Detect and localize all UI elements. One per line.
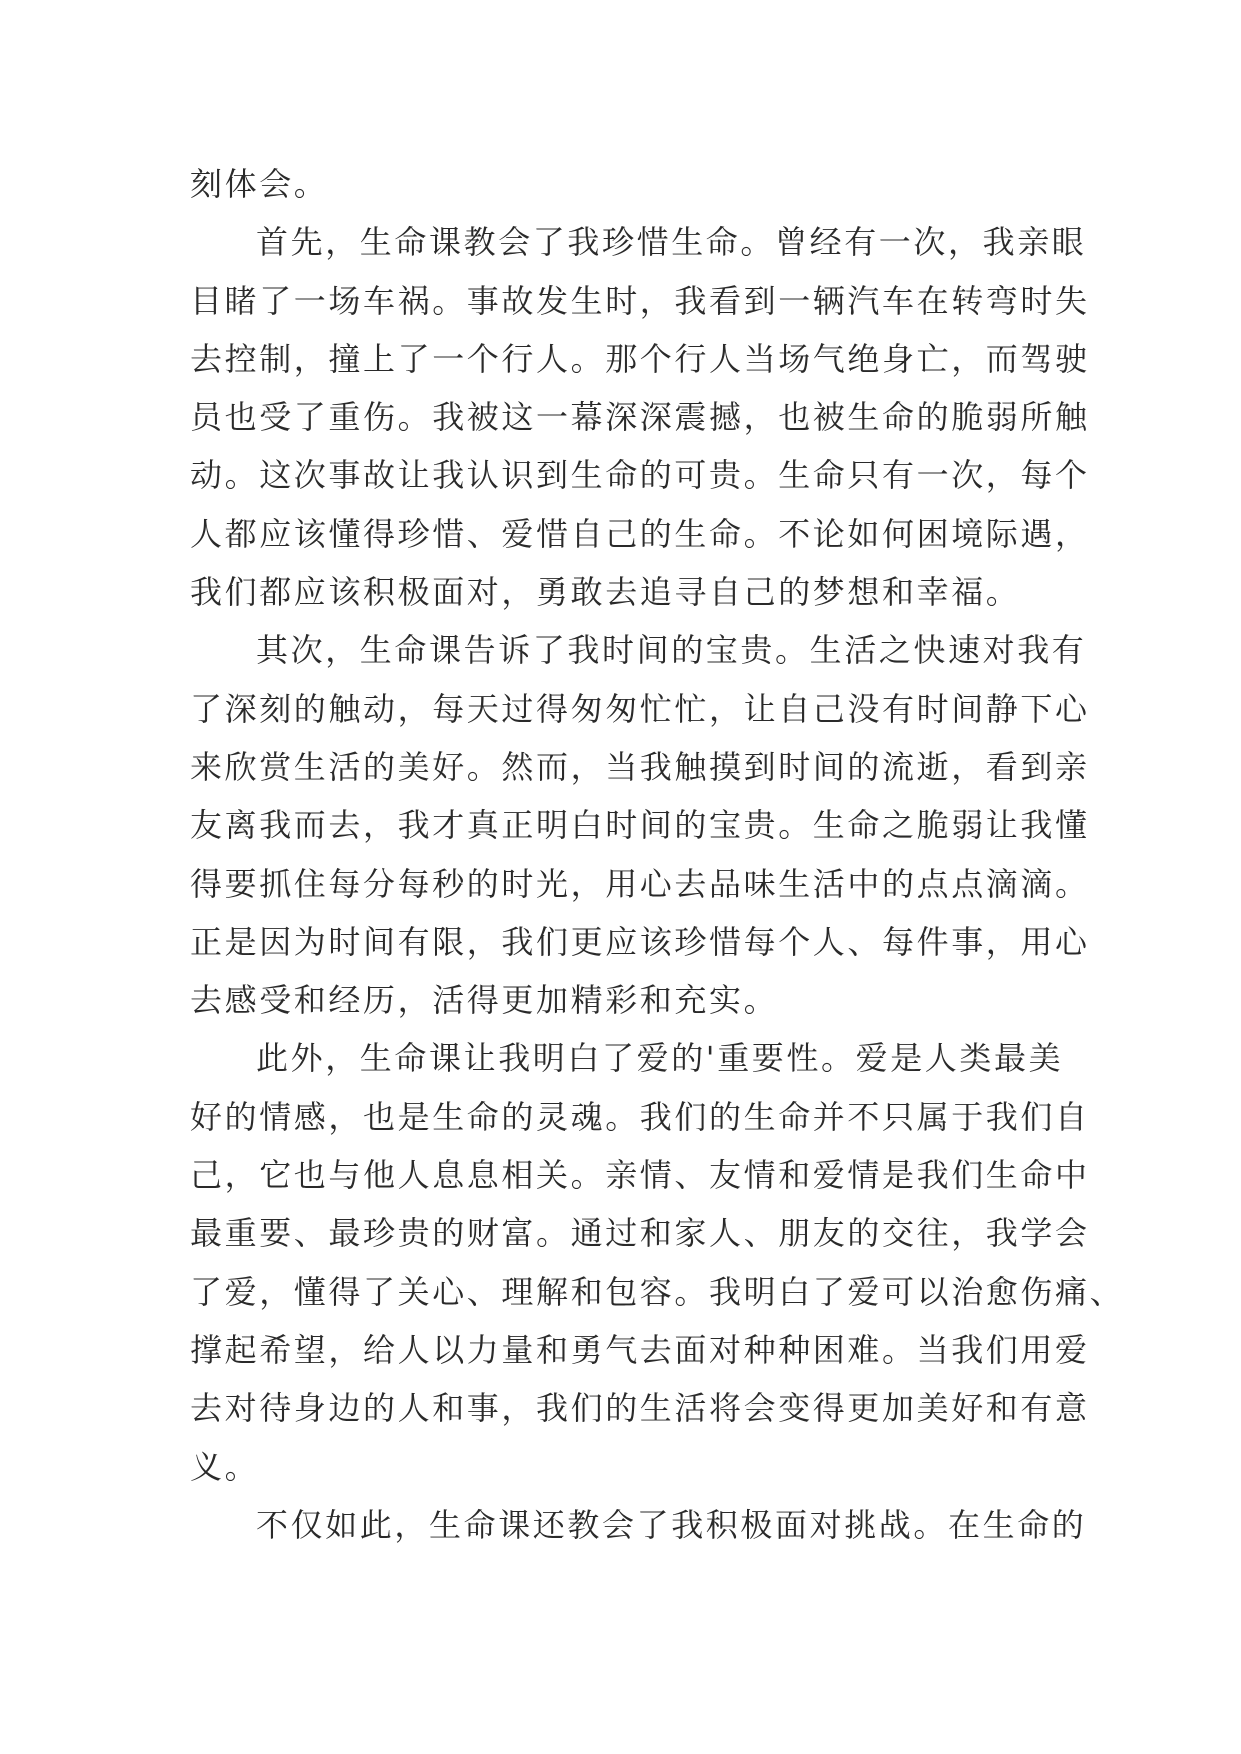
paragraph-first-line: 不仅如此，生命课还教会了我积极面对挑战。在生命的 [256, 1505, 1087, 1544]
text-line: 我们都应该积极面对，勇敢去追寻自己的梦想和幸福。 [190, 573, 1021, 612]
text-line: 人都应该懂得珍惜、爱惜自己的生命。不论如何困境际遇， [190, 514, 1090, 553]
document-body [190, 155, 1125, 1554]
text-line: 员也受了重伤。我被这一幕深深震撼，也被生命的脆弱所触 [190, 398, 1090, 437]
text-line: 最重要、最珍贵的财富。通过和家人、朋友的交往，我学会 [190, 1214, 1090, 1253]
text-line: 刻体会。 [190, 165, 329, 203]
text-line: 来欣赏生活的美好。然而，当我触摸到时间的流逝，看到亲 [190, 747, 1090, 786]
paragraph-first-line: 此外，生命课让我明白了爱的'重要性。爱是人类最美 [256, 1039, 1064, 1078]
text-line: 撑起希望，给人以力量和勇气去面对种种困难。当我们用爱 [190, 1330, 1090, 1369]
text-line: 去对待身边的人和事，我们的生活将会变得更加美好和有意 [190, 1389, 1090, 1428]
text-line: 去感受和经历，活得更加精彩和充实。 [190, 981, 779, 1020]
text-line: 了爱，懂得了关心、理解和包容。我明白了爱可以治愈伤痛、 [190, 1272, 1125, 1311]
text-line: 动。这次事故让我认识到生命的可贵。生命只有一次，每个 [190, 456, 1090, 495]
text-line: 得要抓住每分每秒的时光，用心去品味生活中的点点滴滴。 [190, 864, 1090, 903]
paragraph-first-line: 首先，生命课教会了我珍惜生命。曾经有一次，我亲眼 [256, 223, 1087, 262]
text-line: 己，它也与他人息息相关。亲情、友情和爱情是我们生命中 [190, 1156, 1090, 1195]
text-line: 义。 [190, 1447, 260, 1486]
text-line: 友离我而去，我才真正明白时间的宝贵。生命之脆弱让我懂 [190, 806, 1090, 845]
paragraph-first-line: 其次，生命课告诉了我时间的宝贵。生活之快速对我有 [256, 631, 1087, 670]
text-line: 正是因为时间有限，我们更应该珍惜每个人、每件事，用心 [190, 922, 1090, 961]
text-line: 去控制，撞上了一个行人。那个行人当场气绝身亡，而驾驶 [190, 339, 1090, 378]
text-line: 了深刻的触动，每天过得匆匆忙忙，让自己没有时间静下心 [190, 689, 1090, 728]
text-line: 目睹了一场车祸。事故发生时，我看到一辆汽车在转弯时失 [190, 281, 1090, 320]
text-line: 好的情感，也是生命的灵魂。我们的生命并不只属于我们自 [190, 1097, 1090, 1136]
